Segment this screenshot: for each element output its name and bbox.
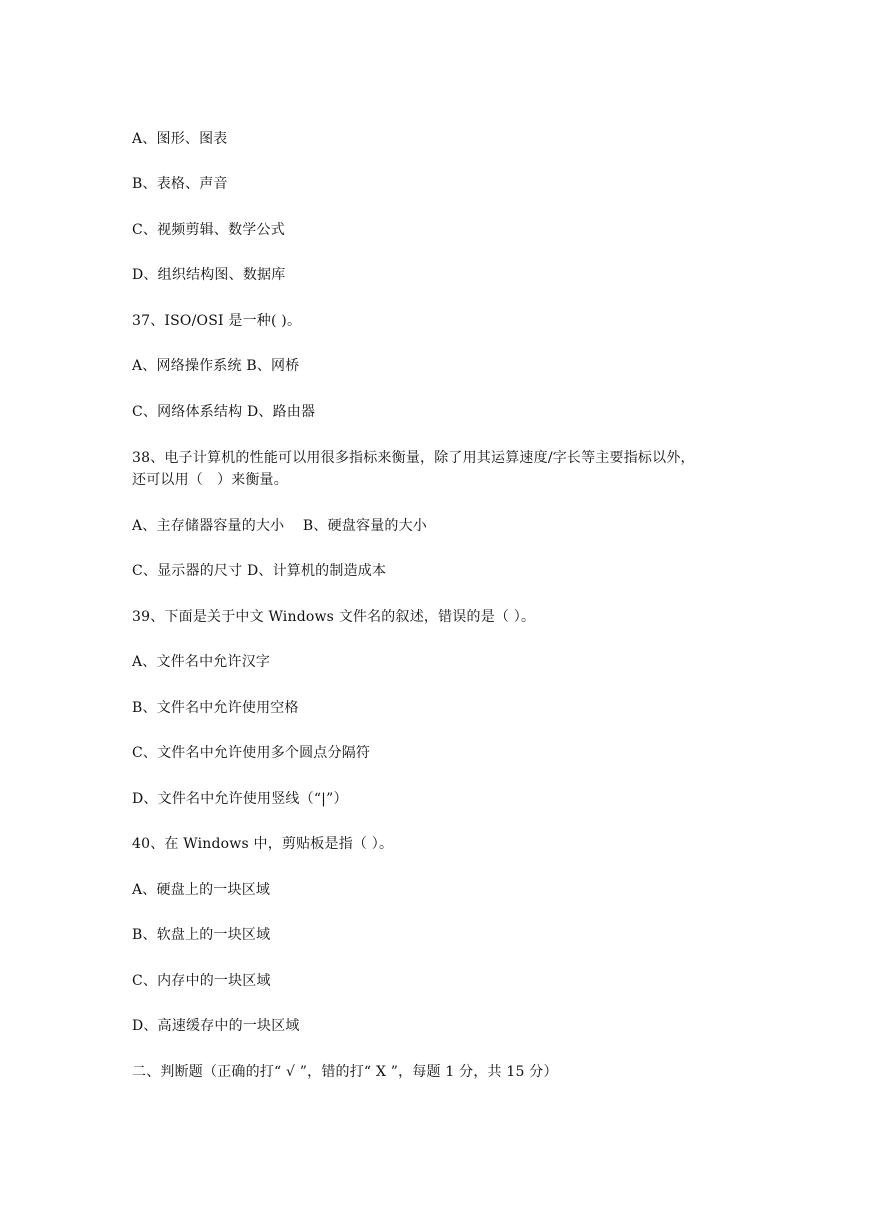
q36-option-a: A、图形、图表 (132, 131, 228, 147)
q40-option-a: A、硬盘上的一块区域 (132, 882, 271, 898)
q36-option-b: B、表格、声音 (132, 176, 228, 192)
question-38-line-1: 38、电子计算机的性能可以用很多指标来衡量，除了用其运算速度/字长等主要指标以外， (132, 450, 695, 466)
q38-options-ab: A、主存储器容量的大小 B、硬盘容量的大小 (132, 518, 427, 534)
q40-option-c: C、内存中的一块区域 (132, 973, 271, 989)
q37-options-ab: A、网络操作系统 B、网桥 (132, 358, 300, 374)
q36-option-d: D、组织结构图、数据库 (132, 267, 286, 283)
question-38-line-2: 还可以用（ ）来衡量。 (132, 472, 288, 488)
q39-option-d: D、文件名中允许使用竖线（“|”） (132, 791, 348, 807)
q38-options-cd: C、显示器的尺寸 D、计算机的制造成本 (132, 563, 387, 579)
question-40: 40、在 Windows 中，剪贴板是指（ ）。 (132, 836, 394, 852)
q36-option-c: C、视频剪辑、数学公式 (132, 222, 285, 238)
question-39: 39、下面是关于中文 Windows 文件名的叙述，错误的是（ ）。 (132, 609, 536, 625)
q40-option-d: D、高速缓存中的一块区域 (132, 1018, 300, 1034)
q39-option-a: A、文件名中允许汉字 (132, 654, 271, 670)
q39-option-c: C、文件名中允许使用多个圆点分隔符 (132, 745, 371, 761)
q39-option-b: B、文件名中允许使用空格 (132, 700, 299, 716)
question-37: 37、ISO/OSI 是一种( )。 (132, 313, 302, 329)
q37-options-cd: C、网络体系结构 D、路由器 (132, 404, 316, 420)
q40-option-b: B、软盘上的一块区域 (132, 927, 271, 943)
section-heading-true-false: 二、判断题（正确的打“ √ ”，错的打“ X ”，每题 1 分，共 15 分） (132, 1064, 558, 1080)
